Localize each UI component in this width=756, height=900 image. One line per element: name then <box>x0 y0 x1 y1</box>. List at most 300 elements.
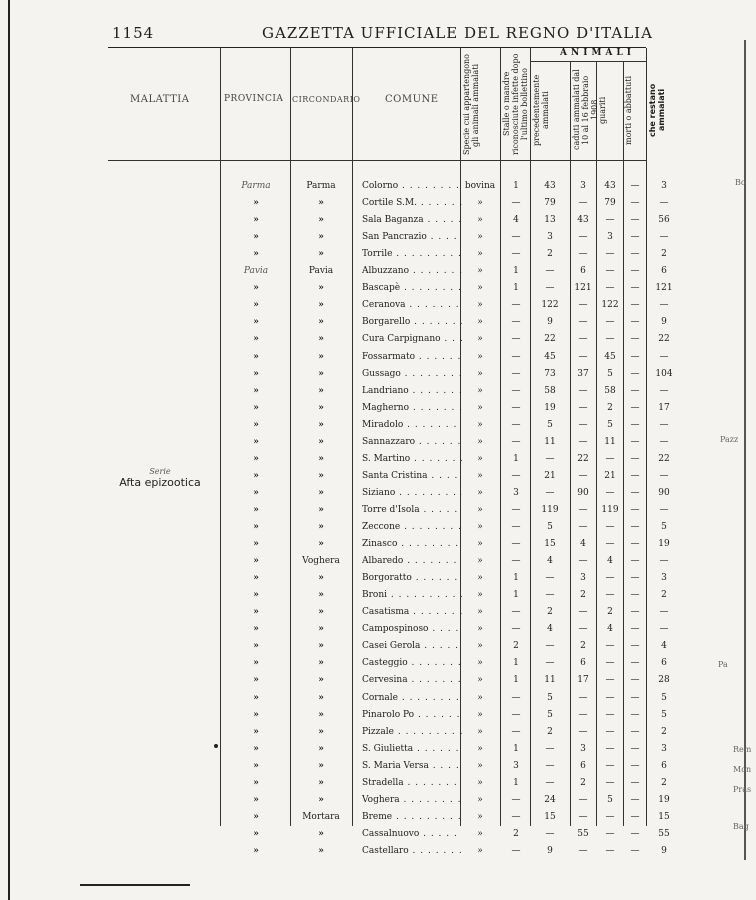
table-row <box>0 400 756 417</box>
row-provincia: » <box>253 419 259 430</box>
row-guariti: — <box>605 539 615 550</box>
row-restano: 6 <box>661 266 667 277</box>
row-comune: San Pancrazio . . . <box>362 229 462 246</box>
row-morti: — <box>630 283 640 294</box>
row-morti: — <box>630 300 640 311</box>
row-specie: » <box>477 402 483 413</box>
row-provincia: » <box>253 811 259 822</box>
row-stalle: — <box>511 539 521 550</box>
row-circondario: » <box>318 743 324 754</box>
row-comune: Voghera . . . <box>362 792 462 809</box>
table-row <box>0 434 756 451</box>
row-specie: » <box>477 487 483 498</box>
row-caduti: — <box>578 317 588 328</box>
row-restano: — <box>659 504 669 515</box>
table-row <box>0 553 756 570</box>
row-caduti: 37 <box>577 368 589 379</box>
row-caduti: 3 <box>580 743 586 754</box>
row-caduti: 3 <box>580 573 586 584</box>
row-circondario: » <box>318 351 324 362</box>
row-comune: S. Maria Versa . . . <box>362 758 462 775</box>
row-comune: Magherno . . . <box>362 400 462 417</box>
animali-rule <box>530 61 646 62</box>
row-specie: » <box>477 385 483 396</box>
row-restano: 121 <box>655 283 673 294</box>
row-caduti: 121 <box>574 283 592 294</box>
row-guariti: — <box>605 590 615 601</box>
row-caduti: 6 <box>580 658 586 669</box>
row-provincia: » <box>253 794 259 805</box>
row-guariti: 4 <box>607 556 613 567</box>
row-precedentemente: 122 <box>541 300 559 311</box>
row-provincia: » <box>253 487 259 498</box>
row-circondario: » <box>318 794 324 805</box>
row-precedentemente: — <box>545 828 555 839</box>
row-provincia: » <box>253 607 259 618</box>
row-morti: — <box>630 641 640 652</box>
row-provincia: » <box>253 232 259 243</box>
row-specie: » <box>477 266 483 277</box>
row-specie: » <box>477 539 483 550</box>
row-comune: Campospinoso . . . <box>362 621 462 638</box>
row-specie: » <box>477 573 483 584</box>
row-provincia: » <box>253 198 259 209</box>
row-precedentemente: 45 <box>544 351 556 362</box>
row-comune: Torre d'Isola . . . <box>362 502 462 519</box>
table-row <box>0 246 756 263</box>
row-circondario: » <box>318 453 324 464</box>
row-guariti: 45 <box>604 351 616 362</box>
row-caduti: — <box>578 811 588 822</box>
row-stalle: — <box>511 436 521 447</box>
header-precedentemente: precedentemente ammalati <box>532 74 550 146</box>
row-guariti: — <box>605 334 615 345</box>
row-morti: — <box>630 232 640 243</box>
row-provincia: » <box>253 453 259 464</box>
row-morti: — <box>630 368 640 379</box>
row-guariti: — <box>605 215 615 226</box>
row-guariti: — <box>605 709 615 720</box>
row-specie: » <box>477 777 483 788</box>
row-precedentemente: — <box>545 487 555 498</box>
row-provincia: » <box>253 658 259 669</box>
row-morti: — <box>630 385 640 396</box>
row-specie: » <box>477 334 483 345</box>
row-stalle: — <box>511 811 521 822</box>
row-morti: — <box>630 845 640 856</box>
row-caduti: — <box>578 470 588 481</box>
row-restano: — <box>659 351 669 362</box>
row-restano: 90 <box>658 487 670 498</box>
row-caduti: — <box>578 232 588 243</box>
row-precedentemente: 3 <box>547 232 553 243</box>
row-precedentemente: 43 <box>544 181 556 191</box>
row-guariti: — <box>605 692 615 703</box>
row-stalle: — <box>511 198 521 209</box>
row-restano: 22 <box>658 453 670 464</box>
row-morti: — <box>630 556 640 567</box>
row-specie: » <box>477 249 483 260</box>
row-stalle: — <box>511 334 521 345</box>
table-row <box>0 843 756 860</box>
header-provincia: PROVINCIA <box>224 94 284 104</box>
row-provincia: Pavia <box>243 266 269 277</box>
row-comune: Landriano . . . <box>362 383 462 400</box>
row-morti: — <box>630 334 640 345</box>
row-stalle: 1 <box>513 181 519 191</box>
row-circondario: » <box>318 675 324 686</box>
page-number: 1154 <box>112 24 155 42</box>
row-precedentemente: 2 <box>547 607 553 618</box>
row-guariti: — <box>605 845 615 856</box>
margin-fragment: Pa <box>718 660 728 669</box>
row-guariti: — <box>605 760 615 771</box>
row-guariti: 3 <box>607 232 613 243</box>
margin-fragment: Bo <box>735 178 746 187</box>
row-stalle: — <box>511 624 521 635</box>
row-caduti: — <box>578 692 588 703</box>
row-specie: » <box>477 453 483 464</box>
margin-fragment: Mon <box>733 765 752 774</box>
row-comune: Cura Carpignano . . . <box>362 331 462 348</box>
row-specie: » <box>477 743 483 754</box>
scan-edge-bottom <box>80 884 190 886</box>
row-stalle: — <box>511 300 521 311</box>
row-restano: — <box>659 470 669 481</box>
row-precedentemente: 13 <box>544 215 556 226</box>
row-circondario: » <box>318 317 324 328</box>
row-comune: Cortile S.M. . . . <box>362 195 462 212</box>
row-circondario: » <box>318 522 324 532</box>
page-title: GAZZETTA UFFICIALE DEL REGNO D'ITALIA <box>262 24 653 42</box>
table-row <box>0 758 756 775</box>
row-caduti: — <box>578 249 588 260</box>
row-morti: — <box>630 658 640 669</box>
row-restano: 2 <box>661 777 667 788</box>
row-specie: » <box>477 641 483 652</box>
row-provincia: » <box>253 777 259 788</box>
row-morti: — <box>630 470 640 481</box>
row-morti: — <box>630 351 640 362</box>
row-comune: Casteggio . . . <box>362 655 462 672</box>
row-comune: S. Giulietta . . . <box>362 741 462 758</box>
row-guariti: 2 <box>607 607 613 618</box>
row-precedentemente: 5 <box>547 419 553 430</box>
row-precedentemente: — <box>545 760 555 771</box>
row-stalle: 1 <box>513 283 519 294</box>
row-precedentemente: 11 <box>544 436 556 447</box>
header-morti: morti o abbattuti <box>624 75 633 145</box>
row-morti: — <box>630 675 640 686</box>
margin-fragment: Pazz <box>720 435 739 444</box>
table-row <box>0 792 756 809</box>
table-row <box>0 314 756 331</box>
row-guariti: 43 <box>604 181 616 191</box>
row-stalle: 1 <box>513 675 519 686</box>
row-comune: Bascapè . . . <box>362 280 462 297</box>
row-comune: Santa Cristina . . . <box>362 468 462 485</box>
row-comune: Colorno . . . <box>362 178 462 195</box>
row-morti: — <box>630 266 640 277</box>
row-specie: » <box>477 760 483 771</box>
row-guariti: 58 <box>604 385 616 396</box>
row-circondario: » <box>318 385 324 396</box>
row-restano: — <box>659 607 669 618</box>
row-morti: — <box>630 402 640 413</box>
row-morti: — <box>630 828 640 839</box>
row-guariti: — <box>605 828 615 839</box>
row-guariti: — <box>605 283 615 294</box>
row-caduti: 4 <box>580 539 586 550</box>
row-circondario: » <box>318 573 324 584</box>
row-circondario: » <box>318 726 324 737</box>
row-restano: 104 <box>655 368 673 379</box>
row-caduti: 22 <box>577 453 589 464</box>
row-comune: Miradolo . . . <box>362 417 462 434</box>
row-precedentemente: 15 <box>544 539 556 550</box>
row-precedentemente: 11 <box>544 675 556 686</box>
row-morti: — <box>630 777 640 788</box>
row-comune: Castellaro . . . <box>362 843 462 860</box>
row-restano: 9 <box>661 317 667 328</box>
row-morti: — <box>630 436 640 447</box>
header-bottom-rule <box>108 160 646 161</box>
table-row <box>0 775 756 792</box>
header-restano: che restano ammalati <box>648 83 666 137</box>
row-comune: Torrile . . . <box>362 246 462 263</box>
row-specie: » <box>477 811 483 822</box>
row-guariti: 5 <box>607 794 613 805</box>
row-guariti: 119 <box>601 504 619 515</box>
row-guariti: 21 <box>604 470 616 481</box>
row-circondario: » <box>318 198 324 209</box>
row-restano: 56 <box>658 215 670 226</box>
row-caduti: — <box>578 709 588 720</box>
row-specie: » <box>477 198 483 209</box>
row-specie: » <box>477 590 483 601</box>
row-morti: — <box>630 504 640 515</box>
row-morti: — <box>630 249 640 260</box>
row-comune: Breme . . . <box>362 809 462 826</box>
row-stalle: — <box>511 232 521 243</box>
row-morti: — <box>630 726 640 737</box>
row-morti: — <box>630 198 640 209</box>
row-provincia: » <box>253 283 259 294</box>
row-specie: » <box>477 675 483 686</box>
row-comune: Borgarello . . . <box>362 314 462 331</box>
row-precedentemente: — <box>545 590 555 601</box>
row-specie: » <box>477 607 483 618</box>
row-provincia: » <box>253 590 259 601</box>
row-morti: — <box>630 794 640 805</box>
row-circondario: » <box>318 641 324 652</box>
row-guariti: — <box>605 675 615 686</box>
row-precedentemente: 79 <box>544 198 556 209</box>
row-guariti: 5 <box>607 368 613 379</box>
table-row <box>0 297 756 314</box>
row-provincia: » <box>253 351 259 362</box>
row-precedentemente: 22 <box>544 334 556 345</box>
table-row <box>0 366 756 383</box>
row-specie: » <box>477 436 483 447</box>
row-restano: — <box>659 624 669 635</box>
disease-name: Afta epizootica <box>119 476 201 489</box>
row-comune: Cornale . . . <box>362 690 462 707</box>
row-stalle: — <box>511 470 521 481</box>
row-morti: — <box>630 419 640 430</box>
row-guariti: — <box>605 777 615 788</box>
row-stalle: — <box>511 419 521 430</box>
row-stalle: 1 <box>513 777 519 788</box>
row-circondario: » <box>318 760 324 771</box>
row-stalle: 2 <box>513 828 519 839</box>
row-provincia: » <box>253 641 259 652</box>
table-row <box>0 280 756 297</box>
row-stalle: — <box>511 692 521 703</box>
row-specie: » <box>477 317 483 328</box>
row-provincia: Parma <box>241 181 271 191</box>
row-circondario: » <box>318 283 324 294</box>
row-caduti: 6 <box>580 760 586 771</box>
row-caduti: 2 <box>580 641 586 652</box>
row-guariti: 2 <box>607 402 613 413</box>
row-provincia: » <box>253 539 259 550</box>
row-precedentemente: 4 <box>547 556 553 567</box>
row-circondario: Parma <box>306 181 336 191</box>
row-stalle: — <box>511 368 521 379</box>
row-precedentemente: — <box>545 658 555 669</box>
row-precedentemente: 2 <box>547 249 553 260</box>
row-specie: » <box>477 726 483 737</box>
margin-fragment: Rem <box>733 745 752 754</box>
row-caduti: — <box>578 845 588 856</box>
table-row <box>0 570 756 587</box>
row-stalle: — <box>511 504 521 515</box>
row-circondario: Voghera <box>302 556 340 567</box>
row-stalle: — <box>511 402 521 413</box>
row-restano: 6 <box>661 658 667 669</box>
row-restano: 55 <box>658 828 670 839</box>
header-circondario: CIRCONDARIO <box>292 95 361 104</box>
ink-spot <box>214 744 218 748</box>
row-morti: — <box>630 317 640 328</box>
table-row <box>0 417 756 434</box>
row-caduti: — <box>578 385 588 396</box>
row-specie: » <box>477 658 483 669</box>
table-row <box>0 826 756 843</box>
row-comune: S. Martino . . . <box>362 451 462 468</box>
row-guariti: — <box>605 249 615 260</box>
row-provincia: » <box>253 726 259 737</box>
row-provincia: » <box>253 573 259 584</box>
row-provincia: » <box>253 760 259 771</box>
row-caduti: — <box>578 436 588 447</box>
row-precedentemente: 19 <box>544 402 556 413</box>
row-precedentemente: — <box>545 641 555 652</box>
row-comune: Ceranova . . . <box>362 297 462 314</box>
row-caduti: 55 <box>577 828 589 839</box>
row-caduti: — <box>578 726 588 737</box>
row-stalle: 3 <box>513 760 519 771</box>
row-specie: » <box>477 709 483 720</box>
row-stalle: 1 <box>513 658 519 669</box>
row-provincia: » <box>253 522 259 532</box>
row-circondario: » <box>318 777 324 788</box>
row-caduti: 3 <box>580 181 586 191</box>
row-morti: — <box>630 215 640 226</box>
table-row <box>0 724 756 741</box>
header-malattia: MALATTIA <box>130 94 190 105</box>
row-guariti: — <box>605 317 615 328</box>
table-row <box>0 809 756 826</box>
row-circondario: » <box>318 368 324 379</box>
table-row <box>0 195 756 212</box>
row-guariti: — <box>605 811 615 822</box>
row-provincia: » <box>253 215 259 226</box>
row-precedentemente: 2 <box>547 726 553 737</box>
row-circondario: Pavia <box>308 266 334 277</box>
row-specie: » <box>477 232 483 243</box>
row-restano: 2 <box>661 249 667 260</box>
row-restano: 2 <box>661 726 667 737</box>
row-stalle: 1 <box>513 743 519 754</box>
row-comune: Zeccone . . . <box>362 519 462 536</box>
row-restano: — <box>659 556 669 567</box>
row-morti: — <box>630 522 640 532</box>
row-restano: 15 <box>658 811 670 822</box>
row-stalle: 4 <box>513 215 519 226</box>
row-restano: 5 <box>661 692 667 703</box>
table-row <box>0 468 756 485</box>
table-row <box>0 707 756 724</box>
row-circondario: » <box>318 607 324 618</box>
table-row <box>0 383 756 400</box>
row-guariti: — <box>605 743 615 754</box>
row-specie: » <box>477 283 483 294</box>
row-guariti: 79 <box>604 198 616 209</box>
row-provincia: » <box>253 675 259 686</box>
row-stalle: 1 <box>513 453 519 464</box>
header-specie: Specie cui appartengono gli animali ammalati <box>462 54 480 156</box>
row-caduti: 90 <box>577 487 589 498</box>
row-provincia: » <box>253 436 259 447</box>
table-row <box>0 212 756 229</box>
row-comune: Pizzale . . . <box>362 724 462 741</box>
row-caduti: 17 <box>577 675 589 686</box>
row-comune: Albaredo . . . <box>362 553 462 570</box>
row-circondario: » <box>318 658 324 669</box>
row-restano: 28 <box>658 675 670 686</box>
row-circondario: » <box>318 249 324 260</box>
row-precedentemente: — <box>545 283 555 294</box>
row-guariti: — <box>605 487 615 498</box>
row-provincia: » <box>253 845 259 856</box>
row-provincia: » <box>253 368 259 379</box>
row-specie: » <box>477 300 483 311</box>
row-specie: » <box>477 794 483 805</box>
row-stalle: — <box>511 249 521 260</box>
row-specie: » <box>477 522 483 532</box>
table-row <box>0 741 756 758</box>
row-comune: Pinarolo Po . . . <box>362 707 462 724</box>
row-caduti: 6 <box>580 266 586 277</box>
row-restano: 17 <box>658 402 670 413</box>
row-precedentemente: 9 <box>547 845 553 856</box>
row-stalle: — <box>511 845 521 856</box>
row-morti: — <box>630 590 640 601</box>
row-morti: — <box>630 539 640 550</box>
row-provincia: » <box>253 334 259 345</box>
